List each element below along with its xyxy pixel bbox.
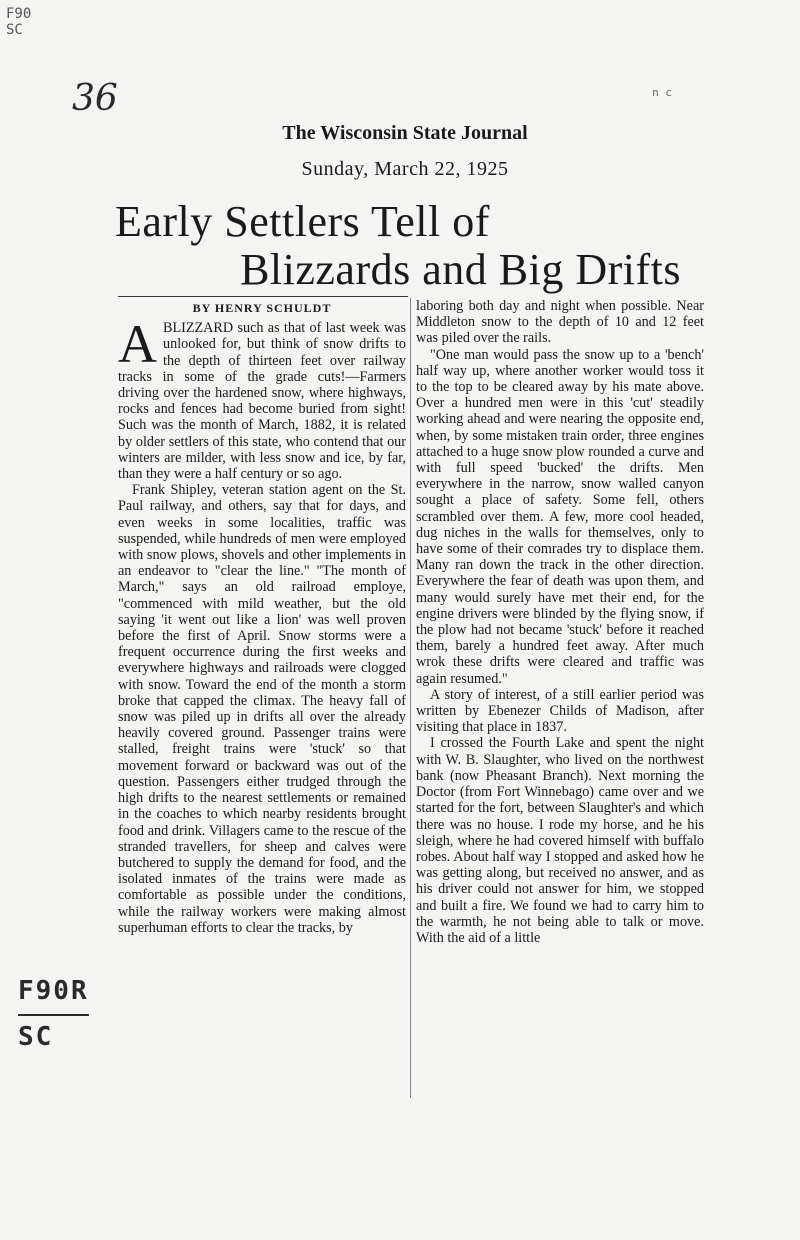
byline: BY HENRY SCHULDT: [192, 301, 332, 315]
headline-line-2: Blizzards and Big Drifts: [240, 245, 681, 294]
article-paragraph: ABLIZZARD such as that of last week was unlooked for, but think of snow drifts to the depth of thirteen feet over railway tracks in some of the grade cuts!—Farmers driving over the hardened snow, where highways, rocks and fences had become buried from sight! Such was the month of March, 1882, it is related by older settlers of this state, who contend that our winters are milder, with less snow and ice, by far, than they were a half century or so ago.: [118, 314, 406, 483]
article-paragraph: I crossed the Fourth Lake and spent the night with W. B. Slaughter, who lived on the northwest bank (now Pheasant Branch). Next morning the Doctor (from Fort Winnebago) came over and we started for the fort, between Slaughter's and which there was no house. I rode my horse, and he his sleigh, where he had covered himself with buffalo robes. About half way I stopped and asked how he was getting along, but received no answer, and as his driver could not answer for him, we stopped and built a fire. We found we had to carry him to the warmth, he not being able to talk or move. With the aid of a little: [416, 735, 704, 946]
article-paragraph: A story of interest, of a still earlier period was written by Ebenezer Childs of Madison, after visiting that place in 1837.: [416, 686, 704, 736]
margin-mark: n c: [652, 86, 672, 99]
headline: [115, 198, 695, 294]
corner-handwritten-note: F90 SC: [6, 6, 32, 38]
call-number-line-1: F90R: [18, 970, 89, 1016]
publication-name: The Wisconsin State Journal: [282, 122, 528, 144]
article-paragraph: laboring both day and night when possible. Near Middleton snow to the depth of 10 and 12 feet was piled over the rails.: [416, 298, 704, 347]
drop-cap: A: [118, 314, 157, 375]
publication-date: Sunday, March 22, 1925: [301, 158, 509, 180]
column-divider: [410, 298, 411, 1098]
handwritten-page-number: 36: [72, 78, 118, 119]
call-number-line-2: SC: [18, 1022, 54, 1052]
article-paragraph: Frank Shipley, veteran station agent on the St. Paul railway, and others, say that for days, and even weeks in some localities, traffic was suspended, while hundreds of men were employed with snow plows, shovels and other implements in an endeavor to "clear the line." "The month of March," says an old railroad employe, "commenced with mild weather, but the old saying 'it went out like a lion' was well proven before the first of April. Snow storms were a frequent occurrence during the first weeks and everywhere highways and railroads were clogged with snow. Toward the end of the month a storm broke that capped the climax. The heavy fall of snow was piled up in drifts all over the already heavily covered ground. Passenger trains were stalled, freight trains were 'stuck' so that movement forward or backward was out of the question. Passengers either trudged through the high drifts to the nearest settlements or remained in the coaches to which nearby residents brought food and drink. Villagers came to the rescue of the stranded travellers, for sheep and calves were butchered to supply the demand for food, and the isolated inmates of the trains were made as comfortable as possible under the conditions, while the railway workers were making almost superhuman efforts to clear the tracks, by: [118, 482, 406, 936]
article-paragraph: "One man would pass the snow up to a 'bench' half way up, where another worker would toss it to the top to be cleared away by his mate above. Over a hundred men were in this 'cut' steadily working ahead and were nearing the opposite end, when, by some mistaken train order, three engines attached to a huge snow plow rounded a curve and with full speed 'bucked' the drifts. Men everywhere in the narrow, snow walled canyon sought a place of safety. Some fell, others scrambled over them. A few, more cool headed, dug niches in the walls for themselves, only to have some of their comrades try to displace them. Many ran down the track in the other direction. Everywhere the fear of death was upon them, and many would surely have met their end, for the engine drivers were blinded by the flying snow, if the plow had not became 'stuck' before it reached them, barely a hundred feet away. After much wrok these drifts were cleared and traffic was again resumed.": [416, 346, 704, 687]
handwritten-call-number: [18, 970, 89, 1058]
article-column-left: [118, 298, 406, 936]
article-column-right: [416, 298, 704, 946]
headline-rule: [118, 296, 408, 297]
headline-line-1: Early Settlers Tell of: [115, 197, 490, 246]
